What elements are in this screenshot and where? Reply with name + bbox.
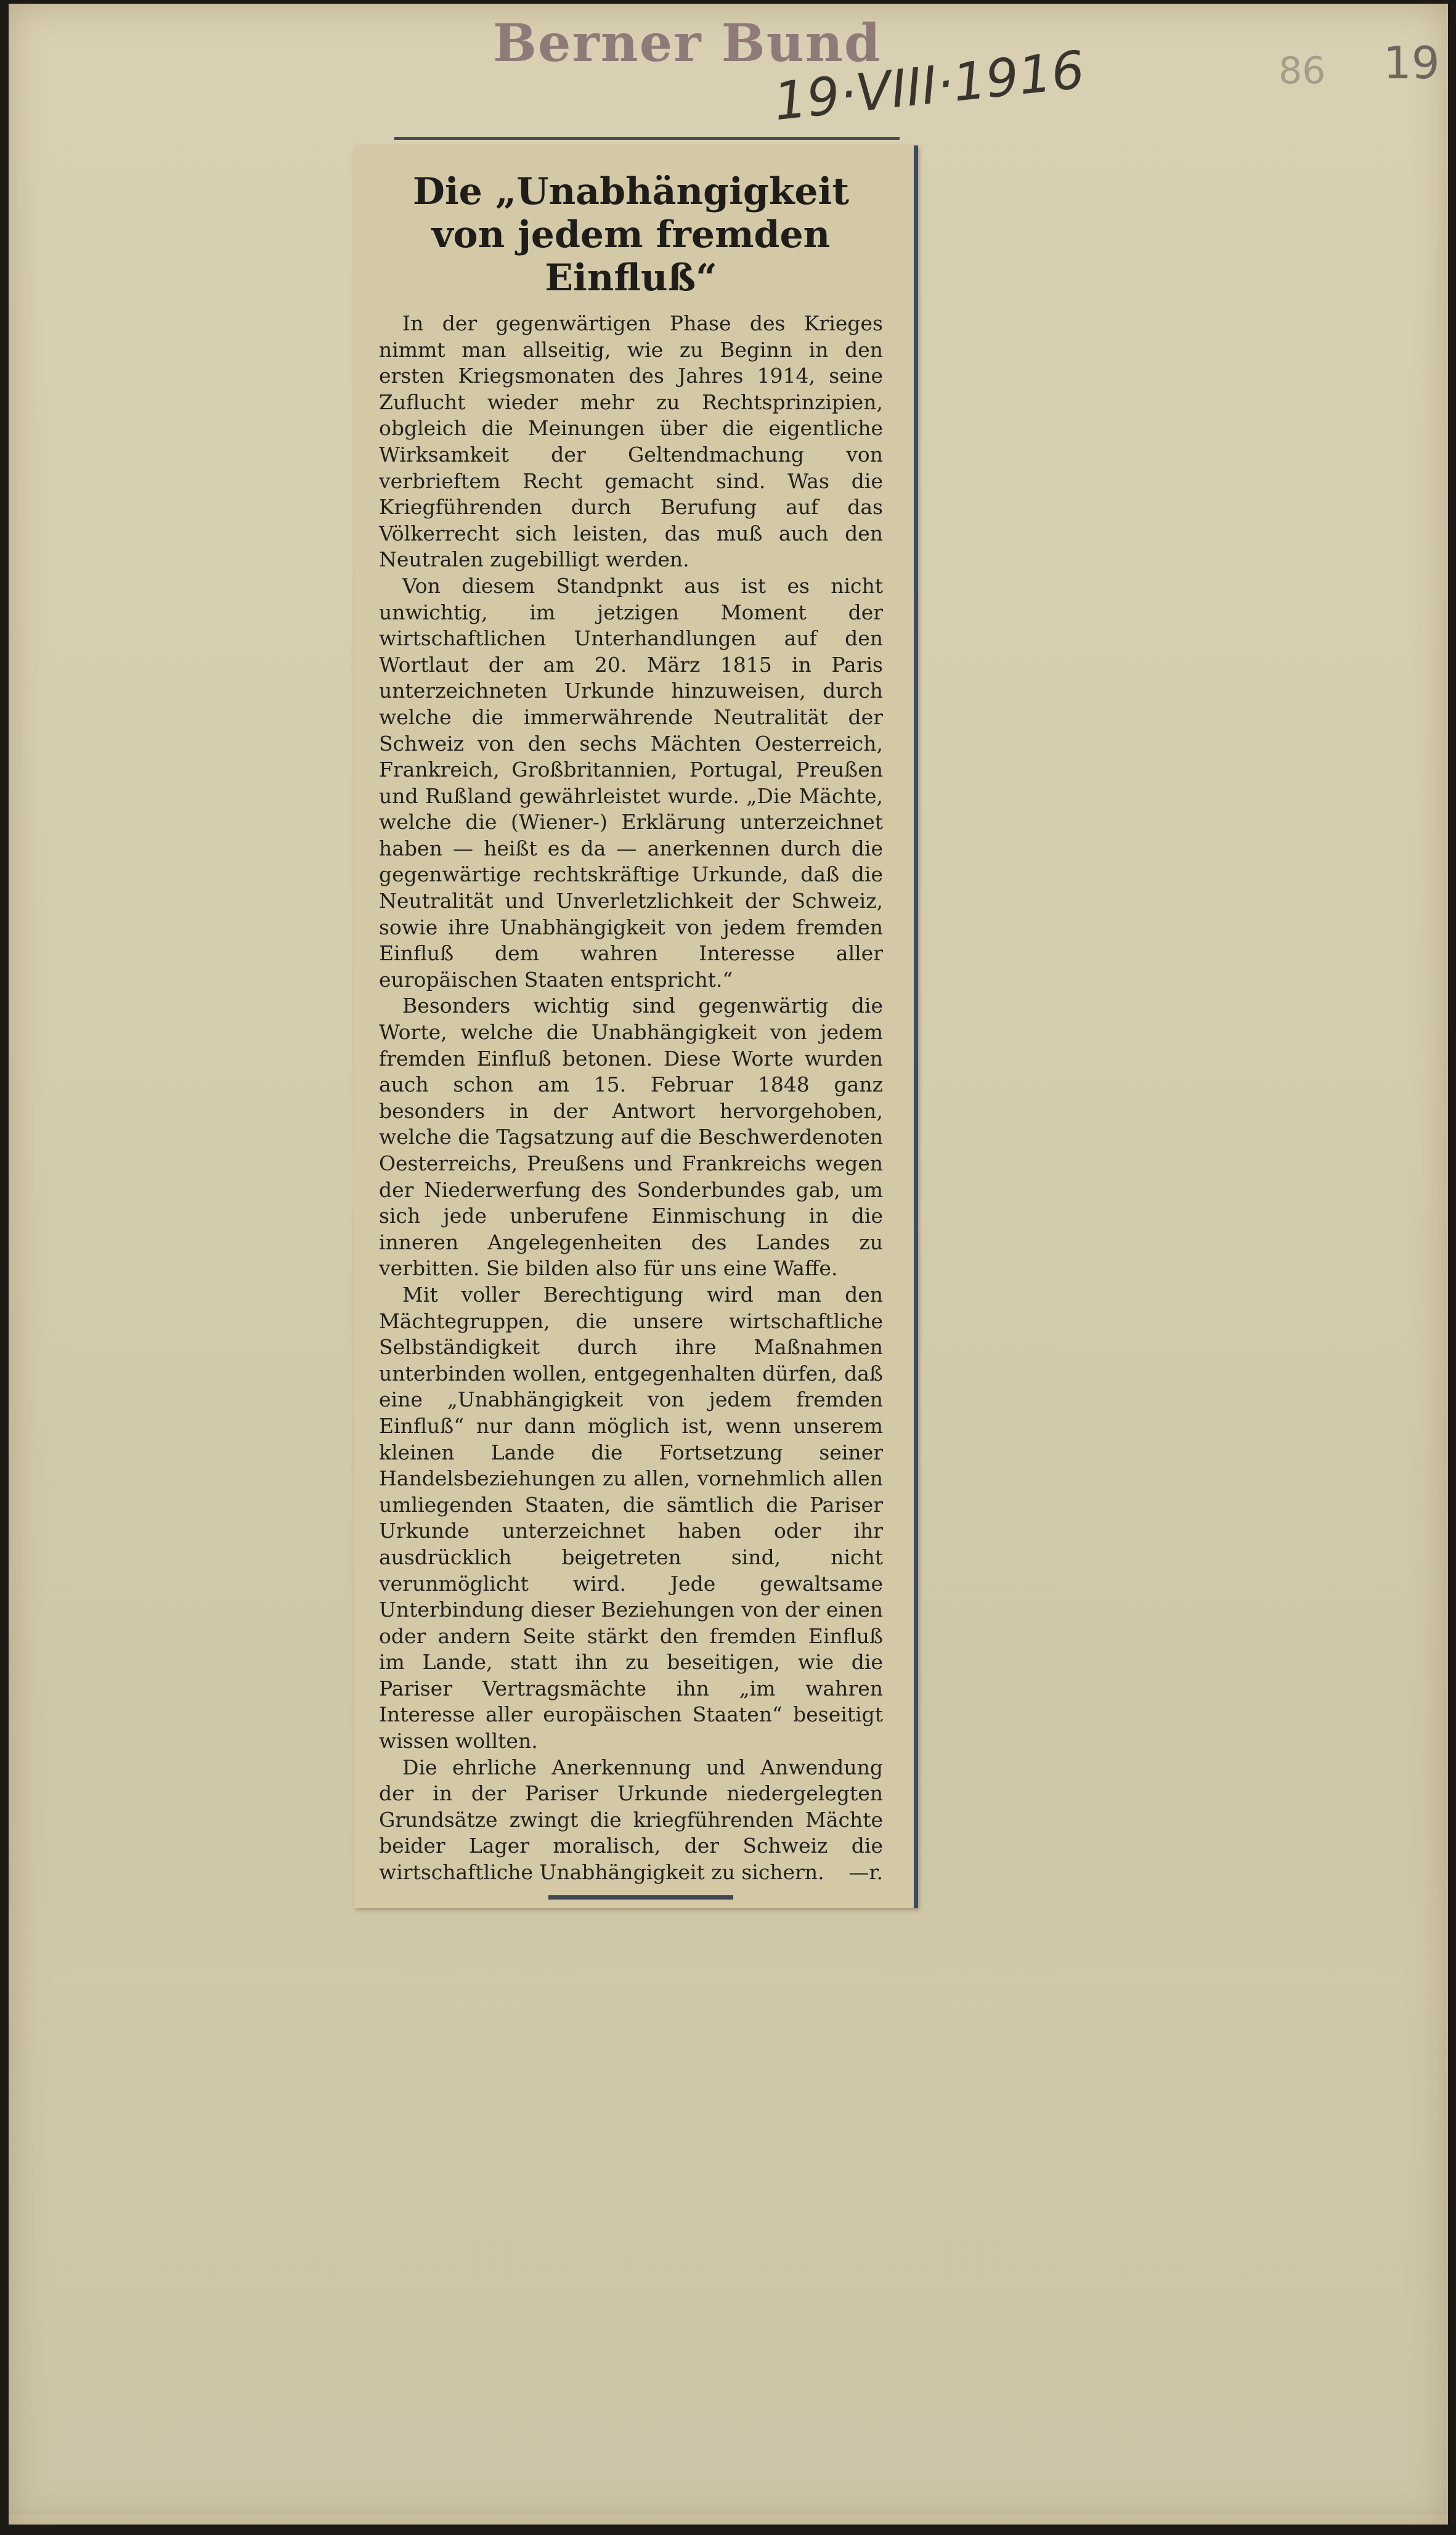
headline-line-2: von jedem fremden Einfluß“ [431, 213, 831, 300]
headline-line-1: Die „Unabhängigkeit [412, 170, 850, 213]
newspaper-clipping [354, 145, 918, 1908]
paragraph-3: Besonders wichtig sind gegenwärtig die Worte, welche die Unabhängigkeit von jedem fremden Einfluß betonen. Diese Worte wurden auch schon am 15. Februar 1848 ganz besonders in der Antwort hervorgehoben, welche die Tagsatzung auf die Beschwerdenoten Oesterreichs, Preußens und Frankreichs wegen der Niederwerfung des Sonderbundes gab, um sich jede unberufene Einmischung in die inneren Angelegenheiten des Landes zu verbitten. Sie bilden also für uns eine Waffe. [379, 994, 883, 1281]
paragraph-1: In der gegenwärtigen Phase des Krieges nimmt man allseitig, wie zu Beginn in den ersten Kriegsmonaten des Jahres 1914, seine Zuflucht wieder mehr zu Rechtsprinzipien, obgleich die Meinungen über die eigentliche Wirksamkeit der Geltendmachung von verbrieftem Recht gemacht sind. Was die Kriegführenden durch Berufung auf das Völkerrecht sich leisten, das muß auch den Neutralen zugebilligt werden. [379, 311, 883, 572]
handwritten-date: 19·VIII·1916 [771, 39, 1088, 133]
paragraph-2: Von diesem Standpnkt aus ist es nicht unwichtig, im jetzigen Moment der wirtschaftlichen Unterhandlungen auf den Wortlaut der am 20. März 1815 in Paris unterzeichneten Urkunde hinzuweisen, durch welche die immerwährende Neutralität der Schweiz von den sechs Mächten Oesterreich, Frankreich, Großbritannien, Portugal, Preußen und Rußland gewährleistet wurde. „Die Mächte, welche die (Wiener-) Erklärung unterzeichnet haben — heißt es da — anerkennen durch die gegenwärtige rechtskräftige Urkunde, daß die Neutralität und Unverletzlichkeit der Schweiz, sowie ihre Unabhängigkeit von jedem fremden Einfluß dem wahren Interesse aller europäischen Staaten entspricht.“ [379, 573, 883, 992]
page-number: 19 [1383, 37, 1440, 89]
paragraph-4: Mit voller Berechtigung wird man den Mächtegruppen, die unsere wirtschaftliche Selbständigkeit durch ihre Maßnahmen unterbinden wollen, entgegenhalten dürfen, daß eine „Unabhängigkeit von jedem fremden Einfluß“ nur dann möglich ist, wenn unserem kleinen Lande die Fortsetzung seiner Handelsbeziehungen zu allen, vornehmlich allen umliegenden Staaten, die sämtlich die Pariser Urkunde unterzeichnet haben oder ihr ausdrücklich beigetreten sind, nicht verunmöglicht wird. Jede gewaltsame Unterbindung dieser Beziehungen von der einen oder andern Seite stärkt den fremden Einfluß im Lande, statt ihn zu beseitigen, wie die Pariser Vertragsmächte ihn „im wahren Interesse aller europäischen Staaten“ beseitigt wissen wollten. [379, 1282, 883, 1753]
bottom-rule [548, 1895, 733, 1900]
newspaper-stamp: Berner Bund [493, 12, 882, 73]
paper-stain [9, 1972, 1448, 2515]
paragraph-5: Die ehrliche Anerkennung und Anwendung der in der Pariser Urkunde niedergelegten Grundsätze zwingt die kriegführenden Mächte beider Lager moralisch, der Schweiz die wirtschaftliche Unabhängigkeit zu sichern. [379, 1755, 883, 1885]
headline [379, 170, 883, 300]
pencil-number: 86 [1279, 49, 1326, 92]
author-signature: —r. [848, 1859, 883, 1884]
top-rule [394, 137, 900, 140]
